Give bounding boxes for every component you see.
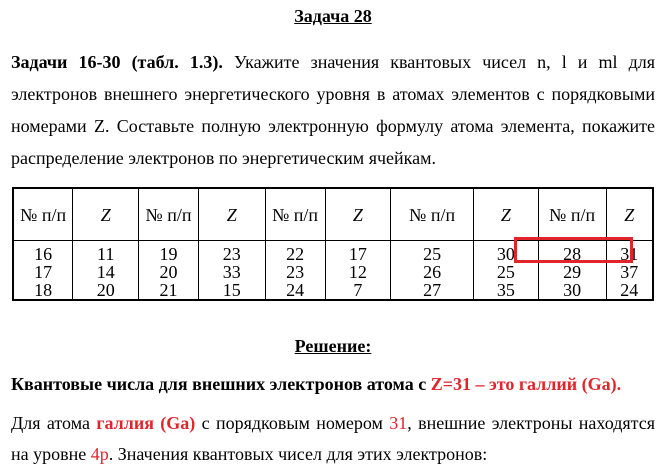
header-cell: Z: [198, 188, 265, 241]
element-name: галлия (Ga): [96, 413, 196, 433]
table-cell: 37: [606, 263, 653, 281]
energy-level: 4p: [90, 444, 109, 464]
table-cell: 14: [73, 263, 139, 281]
table-cell: 27: [391, 281, 474, 300]
table-cell: 22: [265, 241, 325, 264]
header-cell: № п/п: [265, 188, 325, 241]
solution-body-line-1: [11, 413, 655, 434]
table-cell: 11: [73, 241, 139, 264]
table-cell: 24: [606, 281, 653, 300]
table-header-row: [13, 188, 653, 241]
page-title: Задача 28: [294, 6, 372, 26]
body-text: . Значения квантовых чисел для этих электронов:: [108, 444, 488, 464]
header-cell: Z: [606, 188, 653, 241]
selected-variant-highlight: [514, 237, 633, 263]
table-cell: 25: [391, 241, 474, 264]
task-line-1: [11, 46, 655, 78]
table-cell: 30: [473, 241, 538, 264]
table-cell: 23: [198, 241, 265, 264]
table-cell: 30: [538, 281, 606, 300]
table-cell: 29: [538, 263, 606, 281]
solution-body-line-2: [11, 444, 655, 465]
body-text: , внешние электроны находятся: [407, 413, 655, 433]
table-row: [13, 263, 653, 281]
table-cell: 25: [473, 263, 538, 281]
table-cell-selected: 31: [606, 241, 653, 264]
header-cell: № п/п: [13, 188, 73, 241]
table-cell-selected: 28: [538, 241, 606, 264]
atomic-number: 31: [389, 413, 408, 433]
table-cell: 12: [325, 263, 391, 281]
table-cell: 23: [265, 263, 325, 281]
header-cell: Z: [325, 188, 391, 241]
table-cell: 17: [13, 263, 73, 281]
table-cell: 16: [13, 241, 73, 264]
task-line-4: распределение электронов по энергетическим ячейкам.: [11, 148, 437, 168]
task-line-3: номерами Z. Составьте полную электронную формулу атома элемента, покажите: [11, 116, 655, 136]
table-cell: 24: [265, 281, 325, 300]
body-text: на уровне: [11, 444, 91, 464]
table-cell: 17: [325, 241, 391, 264]
table-cell: 18: [13, 281, 73, 300]
header-cell: № п/п: [139, 188, 199, 241]
body-text: Для атома: [11, 413, 97, 433]
table-cell: 35: [473, 281, 538, 300]
table-cell: 20: [139, 263, 199, 281]
task-text: [11, 46, 655, 174]
header-cell: Z: [73, 188, 139, 241]
table-cell: 7: [325, 281, 391, 300]
header-cell: № п/п: [538, 188, 606, 241]
table-cell: 15: [198, 281, 265, 300]
table-cell: 19: [139, 241, 199, 264]
solution-heading-element: Z=31 – это галлий (Ga).: [430, 374, 622, 394]
header-cell: Z: [473, 188, 538, 241]
task-line-2: электронов внешнего энергетического уровня в атомах элементов с порядковыми: [11, 84, 655, 104]
table-cell: 20: [73, 281, 139, 300]
table-cell: 21: [139, 281, 199, 300]
table-row: [13, 281, 653, 300]
solution-title: Решение:: [294, 336, 372, 356]
table-cell: 33: [198, 263, 265, 281]
body-text: с порядковым номером: [195, 413, 390, 433]
header-cell: № п/п: [391, 188, 474, 241]
task-line-1-rest: Укажите значения квантовых чисел n, l и ml для: [233, 52, 656, 72]
task-lead: Задачи 16-30 (табл. 1.3).: [11, 52, 223, 72]
table-cell: 26: [391, 263, 474, 281]
solution-heading: [11, 374, 661, 395]
solution-heading-text: Квантовые числа для внешних электронов атома с: [11, 374, 431, 394]
